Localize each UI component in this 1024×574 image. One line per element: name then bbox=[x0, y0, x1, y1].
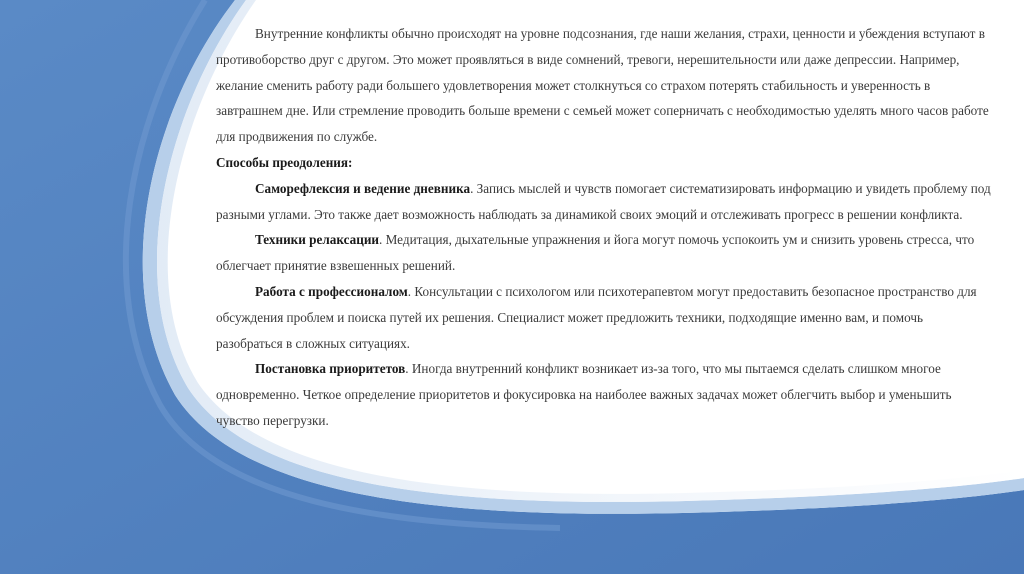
method-text: . Запись мыслей и чувств помогает систематизировать информацию и увидеть проблему под разными углами. Это также дает возможность наблюдать за динамикой своих эмоций и отслеживать прогресс в решении конфликта. bbox=[216, 180, 991, 222]
method-term: Техники релаксации bbox=[255, 232, 380, 248]
method-term: Саморефлексия и ведение дневника bbox=[255, 180, 471, 196]
method-text: . Консультации с психологом или психотерапевтом могут предоставить безопасное пространство для обсуждения проблем и поиска путей их решения. Специалист может предложить техники, подходящие именно вам, и помочь разобраться в сложных ситуациях. bbox=[216, 283, 977, 351]
text-body bbox=[216, 21, 991, 434]
method-item bbox=[216, 176, 991, 228]
intro-paragraph: Внутренние конфликты обычно происходят на уровне подсознания, где наши желания, страхи, ценности и убеждения вступают в противоборство друг с другом. Это может проявляться в виде сомнений, тревоги, нерешительности или даже депрессии. Например, желание сменить работу ради большего удовлетворения может столкнуться со страхом потерять стабильность и уверенность в завтрашнем дне. Или стремление проводить больше времени с семьей может соперничать с необходимостью уделять много часов работе для продвижения по службе. bbox=[216, 26, 989, 145]
method-item bbox=[216, 356, 991, 433]
method-term: Постановка приоритетов bbox=[255, 361, 406, 377]
method-text: . Медитация, дыхательные упражнения и йога могут помочь успокоить ум и снизить уровень стресса, что облегчает принятие взвешенных решений. bbox=[216, 232, 975, 274]
method-item bbox=[216, 279, 991, 356]
method-term: Работа с профессионалом bbox=[255, 283, 408, 299]
method-item bbox=[216, 227, 991, 279]
method-text: . Иногда внутренний конфликт возникает из-за того, что мы пытаемся сделать слишком многое одновременно. Четкое определение приоритетов и фокусировка на наиболее важных задачах может облегчить выбор и уменьшить чувство перегрузки. bbox=[216, 361, 952, 428]
methods-heading: Способы преодоления: bbox=[216, 154, 353, 170]
